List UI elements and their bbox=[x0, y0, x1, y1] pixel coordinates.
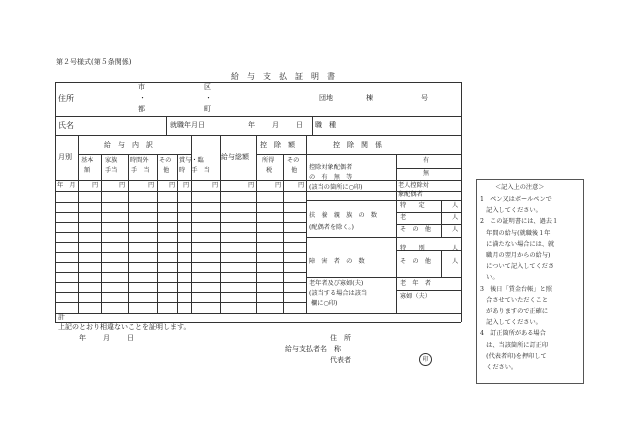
aged-widow-label-2: (該当する場合は該当 bbox=[309, 290, 368, 297]
other-allowance-header-2: 他 bbox=[163, 167, 170, 174]
dependents-label-2: (配偶者を除く。) bbox=[309, 224, 354, 231]
elderly-spouse-label: 老人控除対 bbox=[398, 182, 429, 189]
income-tax-header-2: 税 bbox=[266, 167, 273, 174]
persons-unit: 人 bbox=[452, 226, 459, 233]
ward-label: 区 bbox=[204, 83, 211, 91]
town-label: 町 bbox=[204, 105, 211, 113]
employment-date-label: 就職年月日 bbox=[170, 121, 205, 129]
certification-statement: 上記のとおり相違ないことを証明します。 bbox=[58, 323, 191, 331]
unit-number-label: 号 bbox=[421, 94, 428, 102]
cert-day-label: 日 bbox=[127, 334, 134, 342]
specified-label: 特 定 bbox=[400, 202, 425, 209]
elderly-spouse-label-2: 象配偶者 bbox=[398, 191, 423, 198]
instruction-line: 合させていただくこと bbox=[480, 296, 549, 304]
dot-mark: ・ bbox=[139, 94, 146, 102]
other-deduction-header-2: 他 bbox=[291, 167, 298, 174]
name-label: 氏名 bbox=[58, 121, 74, 130]
occupation-label: 職 種 bbox=[315, 121, 336, 129]
special-disabled-label: 特 別 bbox=[400, 245, 425, 252]
bonus-header-2: 時 手 当 bbox=[179, 167, 210, 174]
family-allowance-header-2: 手当 bbox=[105, 167, 118, 174]
widow-label: 寡婦（夫） bbox=[400, 293, 431, 300]
year-month-cell: 年 月 bbox=[57, 182, 76, 189]
day-label: 日 bbox=[296, 121, 303, 129]
instruction-line: は、当該箇所に訂正印 bbox=[480, 341, 549, 349]
dot-mark: ・ bbox=[205, 94, 212, 102]
yen-unit: 円 bbox=[212, 182, 219, 189]
instruction-line: 1 ペン又はボールペンで bbox=[480, 196, 552, 203]
yen-unit: 円 bbox=[119, 182, 126, 189]
yen-unit: 円 bbox=[169, 182, 176, 189]
aged-widow-label-3: 欄に○印) bbox=[311, 300, 338, 307]
instructions-box bbox=[476, 179, 584, 384]
disabled-count-label: 障 害 者 の 数 bbox=[309, 258, 365, 265]
instruction-line: 記入してください。 bbox=[480, 319, 542, 327]
cert-month-label: 月 bbox=[103, 334, 110, 342]
overtime-header-2: 手 当 bbox=[131, 167, 150, 174]
metropolis-label: 都 bbox=[138, 105, 145, 113]
payer-name-label: 給与支払者名 称 bbox=[285, 345, 341, 353]
instruction-line: 2 この証明書には、過去１ bbox=[480, 218, 559, 226]
persons-unit: 人 bbox=[452, 202, 459, 209]
instruction-line: 職月の翌月からの給与) bbox=[480, 252, 551, 259]
other-deduction-header: その bbox=[287, 157, 300, 164]
instruction-line: について記入してくださ bbox=[480, 263, 555, 271]
option-yes: 有 bbox=[423, 157, 430, 164]
aged-person-label: 老 年 者 bbox=[400, 280, 431, 287]
elderly-label: 老 bbox=[400, 214, 407, 221]
instruction-line: い。 bbox=[480, 274, 499, 282]
total-label: 計 bbox=[58, 313, 65, 321]
other-label: そ の 他 bbox=[400, 226, 431, 233]
city-label: 市 bbox=[138, 83, 145, 91]
instruction-line: 3 後日「賃金台帳」と照 bbox=[480, 285, 552, 293]
deduction-relation-header: 控 除 関 係 bbox=[333, 141, 382, 149]
instruction-line: がありますので正確に bbox=[480, 308, 549, 315]
yen-unit: 円 bbox=[148, 182, 155, 189]
seal-stamp-icon: 印 bbox=[419, 353, 432, 366]
instruction-line: 記入してください。 bbox=[480, 207, 542, 215]
address-label: 住所 bbox=[58, 94, 74, 103]
spouse-label-3: (該当の箇所に○印) bbox=[309, 184, 363, 191]
instruction-line: 4 訂正箇所がある場合 bbox=[480, 330, 546, 338]
spouse-label: 控除対象配偶者 bbox=[309, 164, 353, 171]
salary-breakdown-header: 給 与 内 訳 bbox=[104, 141, 153, 149]
instruction-line: 年間の給与(就職後１年 bbox=[480, 229, 551, 237]
yen-unit: 円 bbox=[298, 182, 305, 189]
persons-unit: 人 bbox=[452, 245, 459, 252]
representative-label: 代表者 bbox=[330, 356, 351, 364]
deduction-amount-header: 控 除 額 bbox=[260, 141, 295, 149]
family-allowance-header: 家族 bbox=[105, 157, 118, 164]
dependents-label: 扶 養 親 族 の 数 bbox=[309, 212, 378, 219]
payer-address-label: 住 所 bbox=[330, 334, 351, 342]
form-number: 第２号様式(第５条関係) bbox=[56, 58, 132, 66]
instruction-line: (代表者印)を押印して bbox=[480, 352, 547, 360]
option-no: 無 bbox=[423, 170, 430, 177]
aged-widow-label: 老年者及び寡婦(夫) bbox=[309, 280, 364, 287]
gross-pay-header: 給与総額 bbox=[221, 153, 249, 161]
yen-unit: 円 bbox=[92, 182, 99, 189]
other-allowance-header: その bbox=[159, 157, 172, 164]
form-title: 給 与 支 払 証 明 書 bbox=[231, 72, 335, 81]
yen-unit: 円 bbox=[248, 182, 255, 189]
instructions-title: ＜記入上の注意＞ bbox=[495, 184, 545, 191]
building-label: 棟 bbox=[366, 94, 373, 102]
year-label: 年 bbox=[248, 121, 255, 129]
income-tax-header: 所得 bbox=[262, 157, 275, 164]
danchi-label: 団地 bbox=[319, 94, 333, 102]
other-label: そ の 他 bbox=[400, 258, 431, 265]
overtime-header: 時間外 bbox=[130, 157, 149, 164]
instruction-line: に満たない場合には、就 bbox=[480, 240, 555, 248]
month-column-header: 月別 bbox=[58, 153, 72, 161]
persons-unit: 人 bbox=[452, 214, 459, 221]
bonus-header: 賞与・臨 bbox=[179, 157, 204, 164]
base-pay-header-2: 額 bbox=[84, 167, 91, 174]
persons-unit: 人 bbox=[452, 258, 459, 265]
yen-unit: 円 bbox=[275, 182, 282, 189]
cert-year-label: 年 bbox=[79, 334, 86, 342]
spouse-label-2: の 有 無 等 bbox=[309, 174, 353, 181]
base-pay-header: 基本 bbox=[81, 157, 94, 164]
month-label: 月 bbox=[272, 121, 279, 129]
yen-unit: 円 bbox=[183, 182, 190, 189]
instruction-line: ください。 bbox=[480, 364, 518, 371]
